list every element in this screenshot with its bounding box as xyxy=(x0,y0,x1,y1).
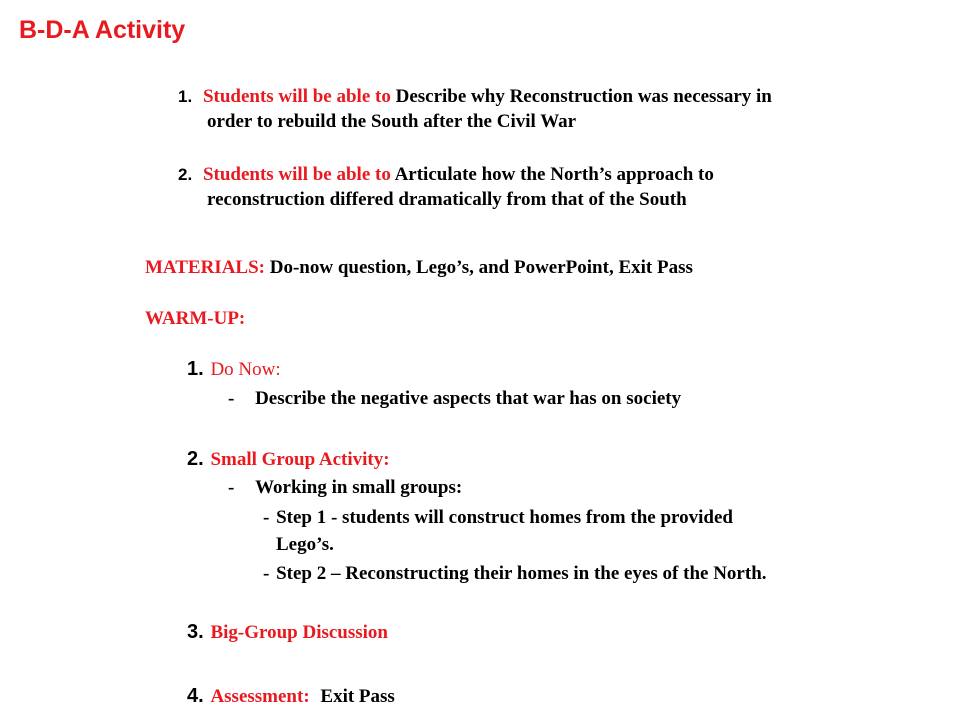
step-2-heading xyxy=(187,447,390,472)
objective-2-line-1 xyxy=(178,163,714,187)
step-1-label: Do Now: xyxy=(210,359,281,380)
step-2-bullet-line xyxy=(228,476,462,500)
step-1-bullet-line xyxy=(228,387,681,411)
warmup-label: WARM-UP: xyxy=(145,308,246,329)
substep-2-text: Step 2 – Reconstructing their homes in the eyes of the North. xyxy=(276,563,767,584)
step-2-label: Small Group Activity: xyxy=(210,449,390,470)
step-2-number: 2. xyxy=(187,448,204,470)
objective-2-number: 2. xyxy=(178,165,193,184)
step-3-label: Big-Group Discussion xyxy=(210,622,388,643)
substep-1-line-2: Lego’s. xyxy=(276,534,334,555)
substep-2-line-1 xyxy=(263,562,767,586)
step-1-heading xyxy=(187,357,281,382)
step-4-label: Assessment: xyxy=(210,686,310,707)
substep-1-text: Step 1 - students will construct homes from the provided xyxy=(276,507,733,528)
step-1-number: 1. xyxy=(187,358,204,380)
objective-1-text: Describe why Reconstruction was necessary in xyxy=(395,86,772,107)
step-3-number: 3. xyxy=(187,621,204,643)
materials-text: Do-now question, Lego’s, and PowerPoint, Exit Pass xyxy=(269,257,693,278)
step-1-bullet: - xyxy=(228,388,235,409)
substep-1-bullet: - xyxy=(263,507,270,528)
page-title: B-D-A Activity xyxy=(19,16,186,44)
objective-1-line-1 xyxy=(178,85,772,109)
objective-1-line-2: order to rebuild the South after the Civil War xyxy=(207,111,577,132)
objective-1-number: 1. xyxy=(178,87,193,106)
substep-2-bullet: - xyxy=(263,563,270,584)
step-2-text: Working in small groups: xyxy=(255,477,463,498)
materials-line xyxy=(145,256,693,280)
materials-label: MATERIALS: xyxy=(145,257,265,278)
step-2-bullet: - xyxy=(228,477,235,498)
step-1-text: Describe the negative aspects that war has on society xyxy=(255,388,682,409)
step-3-heading xyxy=(187,620,388,645)
step-4-number: 4. xyxy=(187,685,204,707)
objective-2-text: Articulate how the North’s approach to xyxy=(394,164,714,185)
step-4-text: Exit Pass xyxy=(320,686,395,707)
objective-2-line-2: reconstruction differed dramatically from that of the South xyxy=(207,189,687,210)
substep-1-line-1 xyxy=(263,506,733,530)
objective-1-lead: Students will be able to xyxy=(202,86,391,107)
objective-2-lead: Students will be able to xyxy=(202,164,391,185)
step-4-heading xyxy=(187,684,395,709)
